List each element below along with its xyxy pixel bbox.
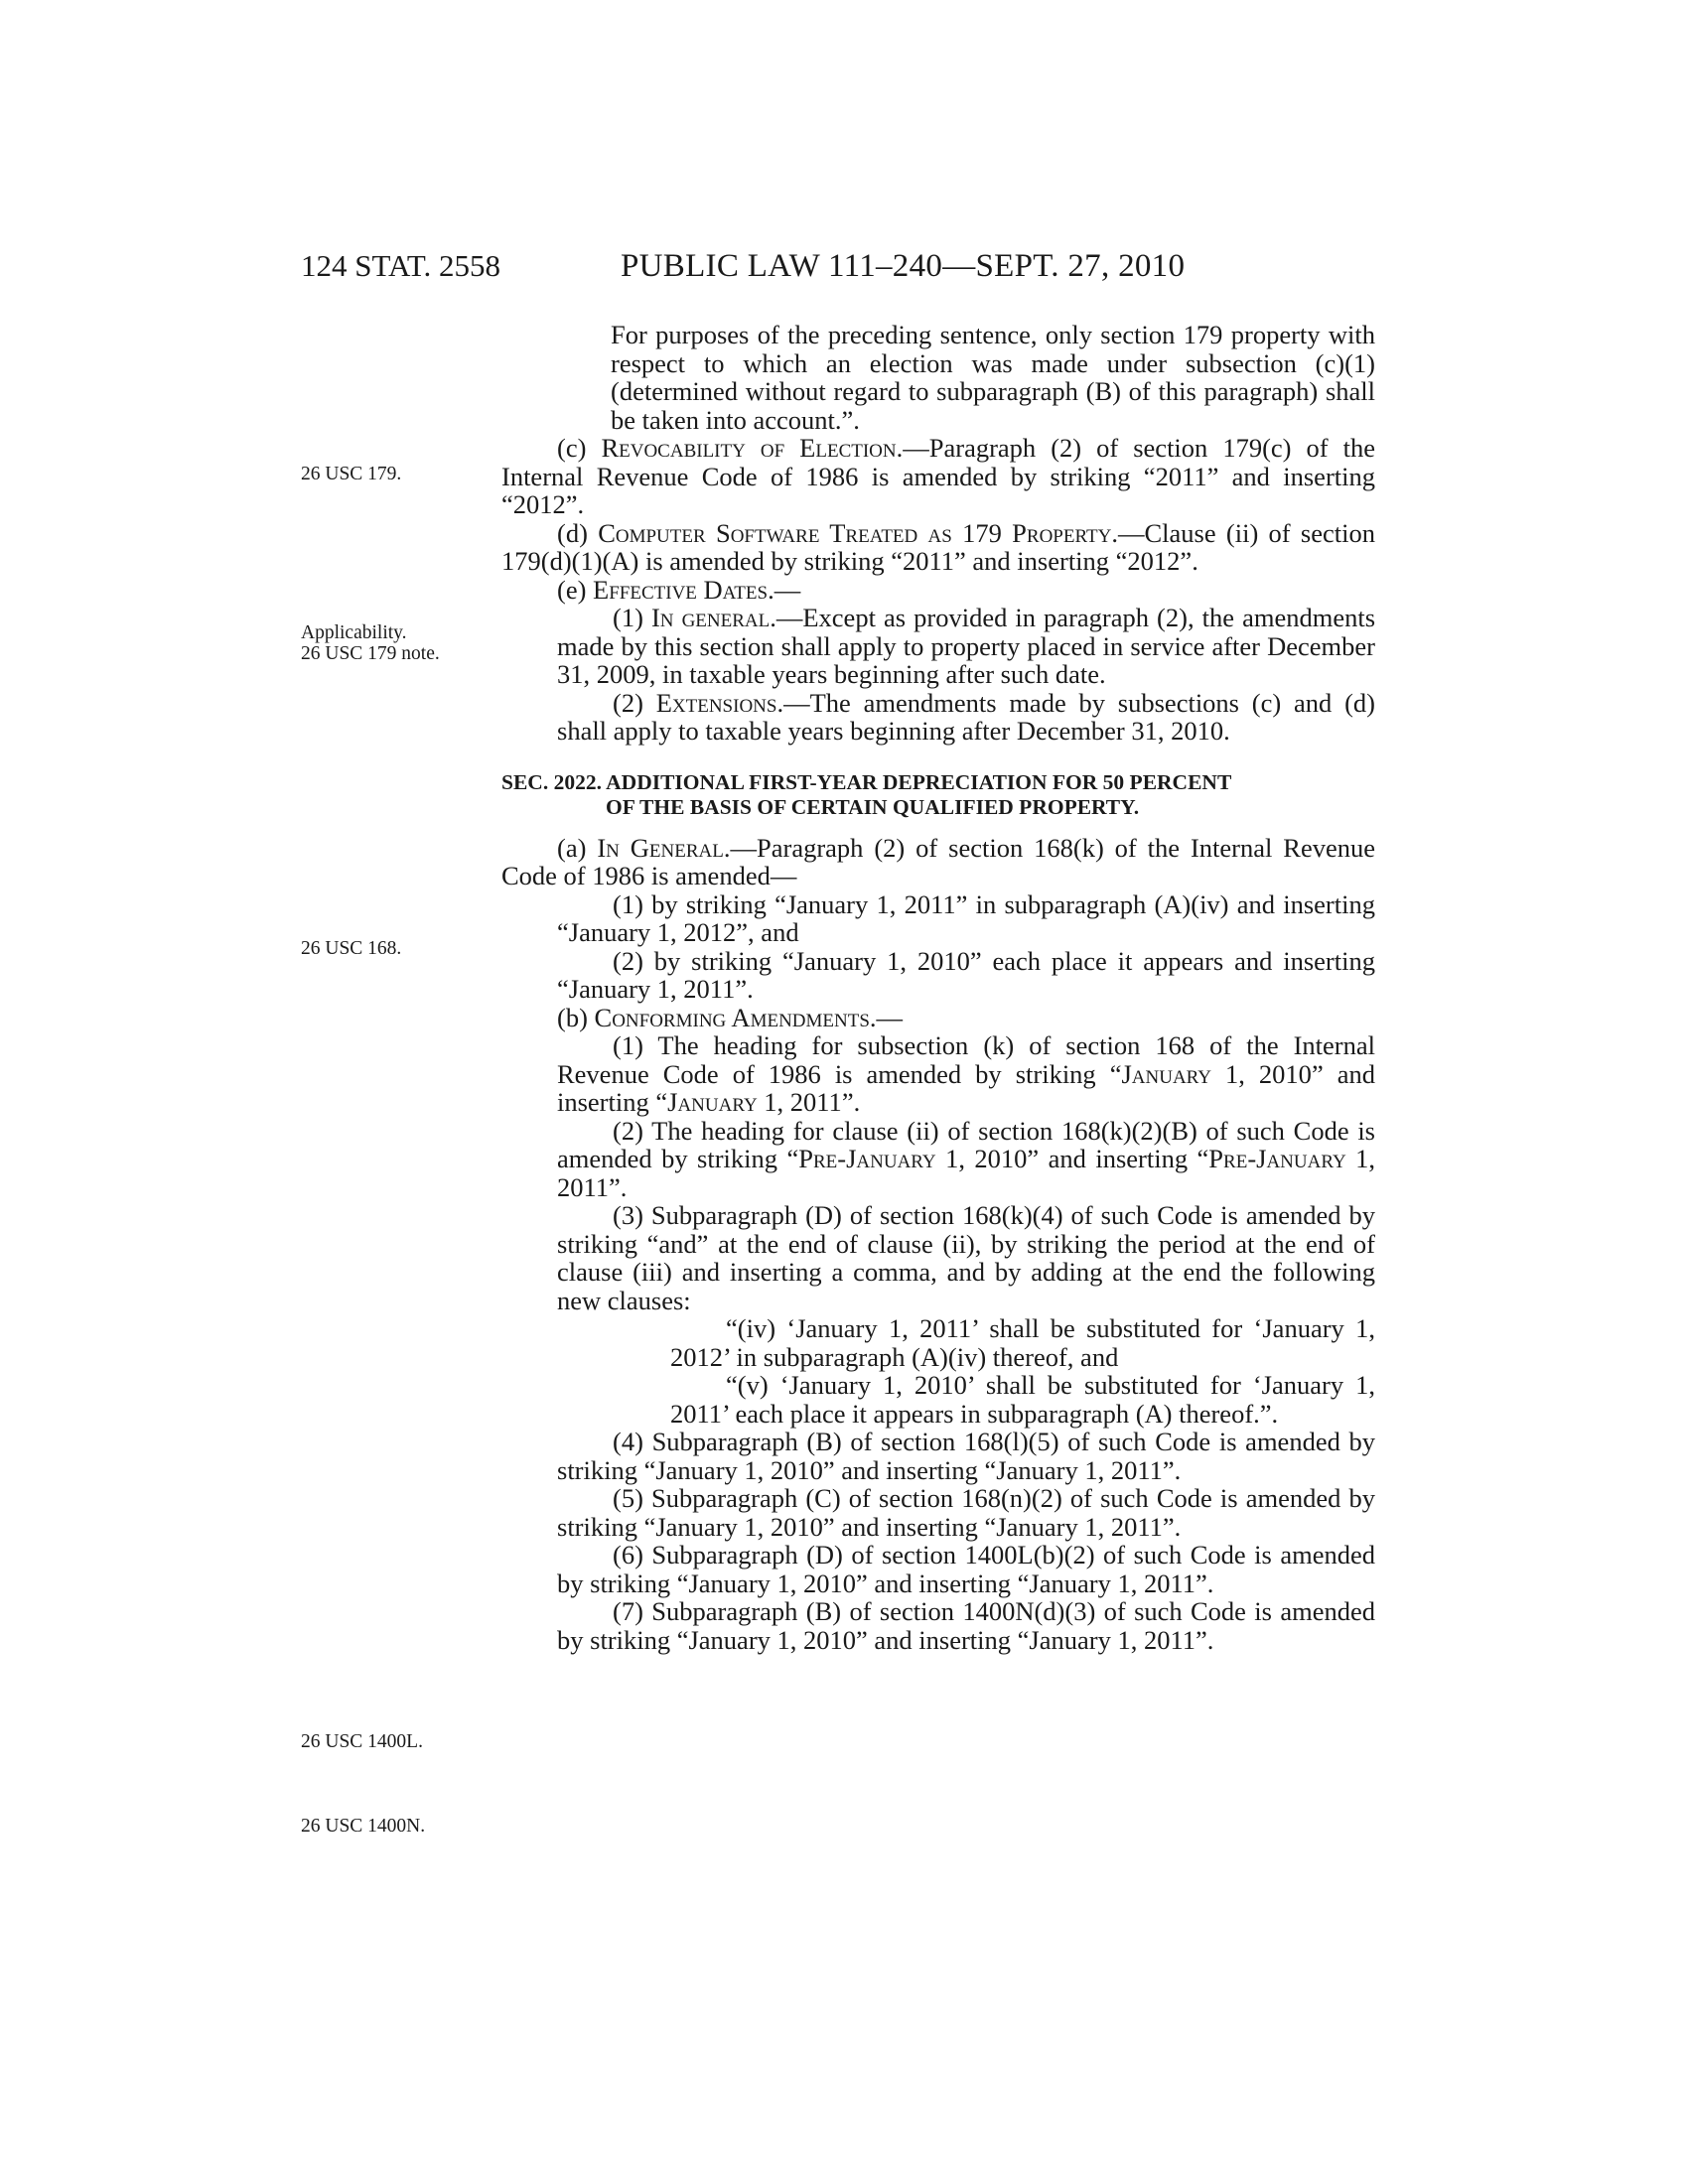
- subsection-b-heading: Conforming Amendments: [594, 1002, 870, 1032]
- paragraph-e2: [501, 689, 1375, 746]
- paragraph-b1-quote-2: January 1, 2011: [667, 1087, 842, 1117]
- subsection-e-text: .—: [768, 574, 801, 605]
- paragraph-b4: (4) Subparagraph (B) of section 168(l)(5) of such Code is amended by striking “January 1, 2010” and inserting “January 1, 2011”.: [557, 1427, 1375, 1485]
- subsection-e-lead: (e): [557, 574, 594, 605]
- subsection-c-heading: Revocability of Election: [601, 433, 897, 463]
- paragraph-a2: (2) by striking “January 1, 2010” each place it appears and inserting “January 1, 2011”.: [557, 945, 1375, 1004]
- subsection-e-heading: Effective Dates: [593, 574, 769, 605]
- paragraph-b2-text-1: (2) The heading for clause (ii) of section 168(k)(2)(B) of such Code is amended by striking “: [557, 1115, 1375, 1173]
- paragraph-b5: (5) Subparagraph (C) of section 168(n)(2) of such Code is amended by striking “January 1, 2010” and inserting “January 1, 2011”.: [557, 1483, 1375, 1542]
- paragraph-b2: [501, 1117, 1375, 1202]
- paragraph-e1: [501, 604, 1375, 689]
- subsection-d-lead: (d): [557, 517, 599, 548]
- paragraph-b1: [501, 1031, 1375, 1117]
- section-heading: [501, 770, 1375, 820]
- paragraph-b7: (7) Subparagraph (B) of section 1400N(d)(3) of such Code is amended by striking “January 1, 2010” and inserting “January 1, 2011”.: [557, 1596, 1375, 1655]
- running-head: PUBLIC LAW 111–240—SEPT. 27, 2010: [621, 248, 1186, 284]
- subsection-a-heading: In General: [597, 832, 724, 863]
- body-text: [501, 321, 1375, 1654]
- subsection-a-lead: (a): [557, 832, 598, 863]
- margin-note-26-usc-179: 26 USC 179.: [301, 464, 402, 484]
- paragraph-b3: (3) Subparagraph (D) of section 168(k)(4) of such Code is amended by striking “and” at the end of clause (ii), by striking the period at the end of clause (iii) and inserting a comma, and by adding at the end the following new clauses:: [557, 1200, 1375, 1315]
- paragraph-e1-text: .—Except as provided in paragraph (2), the amendments made by this section shall apply to property placed in service after December 31, 2009, in taxable years beginning after such date.: [557, 603, 1376, 689]
- subsection-b: [501, 1004, 1375, 1032]
- margin-note-applicability: Applicability.: [301, 622, 407, 643]
- paragraph-e2-lead: (2): [613, 687, 656, 718]
- paragraph-b2-quote-1: Pre-January 1, 2010: [798, 1144, 1028, 1173]
- paragraph-e1-lead: (1): [613, 603, 651, 632]
- paragraph-a1: (1) by striking “January 1, 2011” in subparagraph (A)(iv) and inserting “January 1, 2012”, and: [557, 888, 1375, 947]
- paragraph-b2-text-2: ” and inserting “: [1027, 1144, 1209, 1173]
- paragraph-b6: (6) Subparagraph (D) of section 1400L(b)(2) of such Code is amended by striking “January 1, 2010” and inserting “January 1, 2011”.: [557, 1540, 1375, 1598]
- margin-note-26-usc-1400l: 26 USC 1400L.: [301, 1731, 423, 1752]
- subsection-e: [501, 576, 1375, 605]
- section-heading-line-1: SEC. 2022. ADDITIONAL FIRST-YEAR DEPRECIATION FOR 50 PERCENT: [501, 769, 1232, 794]
- subsection-a: [501, 834, 1375, 890]
- subsection-c: [501, 434, 1375, 519]
- subsection-b-lead: (b): [557, 1002, 595, 1032]
- paragraph-b2-quote-2: Pre-January 1, 2011: [557, 1144, 1376, 1202]
- paragraph-e2-heading: Extensions: [655, 687, 777, 718]
- quoted-clause-v: “(v) ‘January 1, 2010’ shall be substituted for ‘January 1, 2011’ each place it appears in subparagraph (A) thereof.”.: [670, 1370, 1375, 1429]
- paragraph-b1-text-2: ” and inserting “: [557, 1058, 1375, 1117]
- subsection-c-text: .—Paragraph (2) of section 179(c) of the Internal Revenue Code of 1986 is amended by striking “2011” and inserting “2012”.: [501, 433, 1375, 519]
- paragraph-b1-text-1: (1) The heading for subsection (k) of section 168 of the Internal Revenue Code of 1986 is amended by striking “: [557, 1030, 1375, 1089]
- section-heading-line-2: OF THE BASIS OF CERTAIN QUALIFIED PROPERTY.: [606, 794, 1140, 819]
- margin-note-26-usc-1400n: 26 USC 1400N.: [301, 1816, 426, 1837]
- subsection-d: [501, 519, 1375, 576]
- paragraph-e1-heading: In general: [650, 603, 771, 632]
- paragraph-e2-text: .—The amendments made by subsections (c) and (d) shall apply to taxable years beginning after December 31, 2010.: [557, 687, 1375, 746]
- margin-note-26-usc-179-note: 26 USC 179 note.: [301, 643, 440, 664]
- quoted-paragraph: For purposes of the preceding sentence, only section 179 property with respect to which an election was made under subsection (c)(1) (determined without regard to subparagraph (B) of this paragraph) shall be taken into account.”.: [611, 320, 1375, 435]
- paragraph-b1-quote-1: January 1, 2010: [1121, 1058, 1312, 1089]
- paragraph-b1-text-3: ”.: [841, 1087, 861, 1117]
- margin-note-26-usc-168: 26 USC 168.: [301, 938, 402, 959]
- subsection-d-heading: Computer Software Treated as 179 Property: [598, 517, 1112, 548]
- subsection-b-text: .—: [869, 1002, 904, 1032]
- quoted-clause-iv: “(iv) ‘January 1, 2011’ shall be substituted for ‘January 1, 2012’ in subparagraph (A)(iv) thereof, and: [670, 1313, 1375, 1372]
- subsection-d-text: .—Clause (ii) of section 179(d)(1)(A) is amended by striking “2011” and inserting “2012”.: [501, 517, 1375, 576]
- subsection-c-lead: (c): [557, 433, 602, 463]
- subsection-a-text: .—Paragraph (2) of section 168(k) of the Internal Revenue Code of 1986 is amended—: [501, 832, 1375, 890]
- paragraph-b2-text-3: ”.: [609, 1171, 628, 1202]
- page-number: 124 STAT. 2558: [301, 248, 501, 283]
